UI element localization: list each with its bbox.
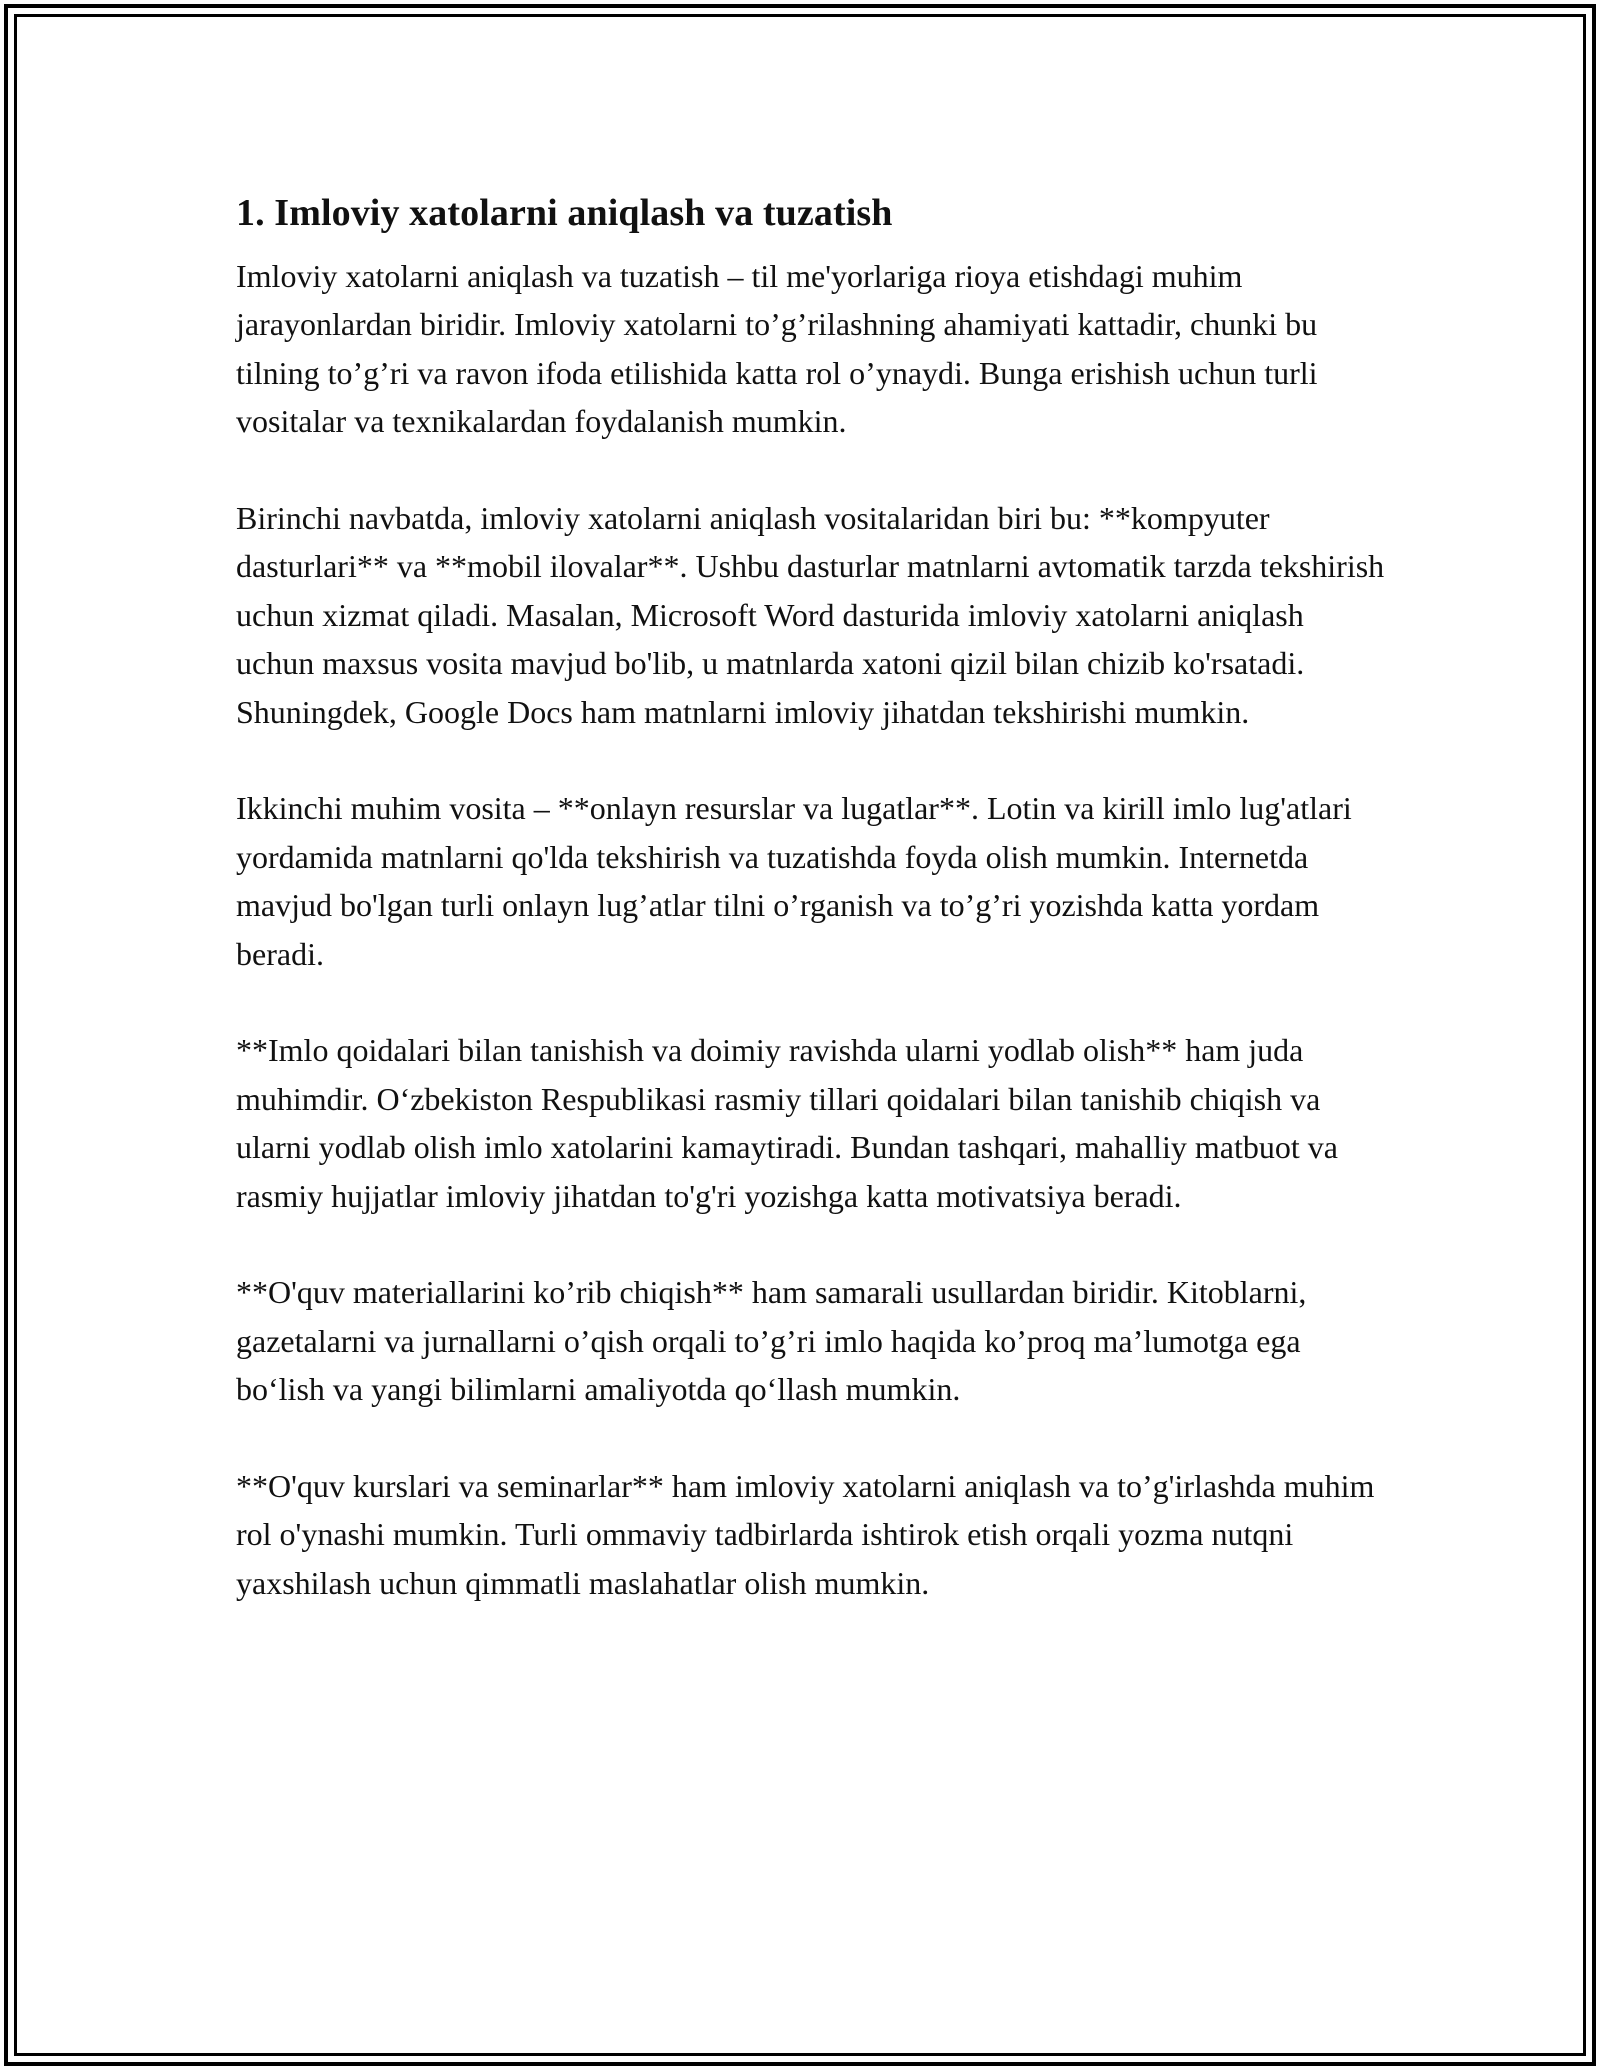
paragraph-spelling-rules: **Imlo qoidalari bilan tanishish va doimiy ravishda ularni yodlab olish** ham juda muhimdir. O‘zbekiston Respublikasi rasmiy tillari qoidalari bilan tanishib chiqish va ularni yodlab olish imlo xatolarini kamaytiradi. Bundan tashqari, mahalliy matbuot va rasmiy hujjatlar imloviy jihatdan to'g'ri yozishga katta motivatsiya beradi.	[236, 1032, 1338, 1214]
section-heading: 1. Imloviy xatolarni aniqlash va tuzatish	[236, 192, 893, 234]
paragraph-courses-seminars: **O'quv kurslari va seminarlar** ham imloviy xatolarni aniqlash va to’g'irlashda muhim rol o'ynashi mumkin. Turli ommaviy tadbirlarda ishtirok etish orqali yozma nutqni yaxshilash uchun qimmatli maslahatlar olish mumkin.	[236, 1468, 1375, 1601]
paragraph-online-resources: Ikkinchi muhim vosita – **onlayn resurslar va lugatlar**. Lotin va kirill imlo lug'atlari yordamida matnlarni qo'lda tekshirish va tuzatishda foyda olish mumkin. Internetda mavjud bo'lgan turli onlayn lug’atlar tilni o’rganish va to’g’ri yozishda katta yordam beradi.	[236, 790, 1352, 972]
paragraph-software-tools: Birinchi navbatda, imloviy xatolarni aniqlash vositalaridan biri bu: **kompyuter dasturlari** va **mobil ilovalar**. Ushbu dasturlar matnlarni avtomatik tarzda tekshirish uchun xizmat qiladi. Masalan, Microsoft Word dasturida imloviy xatolarni aniqlash uchun maxsus vosita mavjud bo'lib, u matnlarda xatoni qizil bilan chizib ko'rsatadi. Shuningdek, Google Docs ham matnlarni imloviy jihatdan tekshirishi mumkin.	[236, 500, 1385, 730]
paragraph-study-materials: **O'quv materiallarini ko’rib chiqish** ham samarali usullardan biridir. Kitoblarni, gazetalarni va jurnallarni o’qish orqali to’g’ri imlo haqida ko’proq ma’lumotga ega bo‘lish va yangi bilimlarni amaliyotda qo‘llash mumkin.	[236, 1274, 1307, 1408]
paragraph-intro: Imloviy xatolarni aniqlash va tuzatish – til me'yorlariga rioya etishdagi muhim jarayonlardan biridir. Imloviy xatolarni to’g’rilashning ahamiyati kattadir, chunki bu tilning to’g’ri va ravon ifoda etilishida katta rol o’ynaydi. Bunga erishish uchun turli vositalar va texnikalardan foydalanish mumkin.	[236, 258, 1318, 440]
document-body	[236, 186, 1386, 1607]
